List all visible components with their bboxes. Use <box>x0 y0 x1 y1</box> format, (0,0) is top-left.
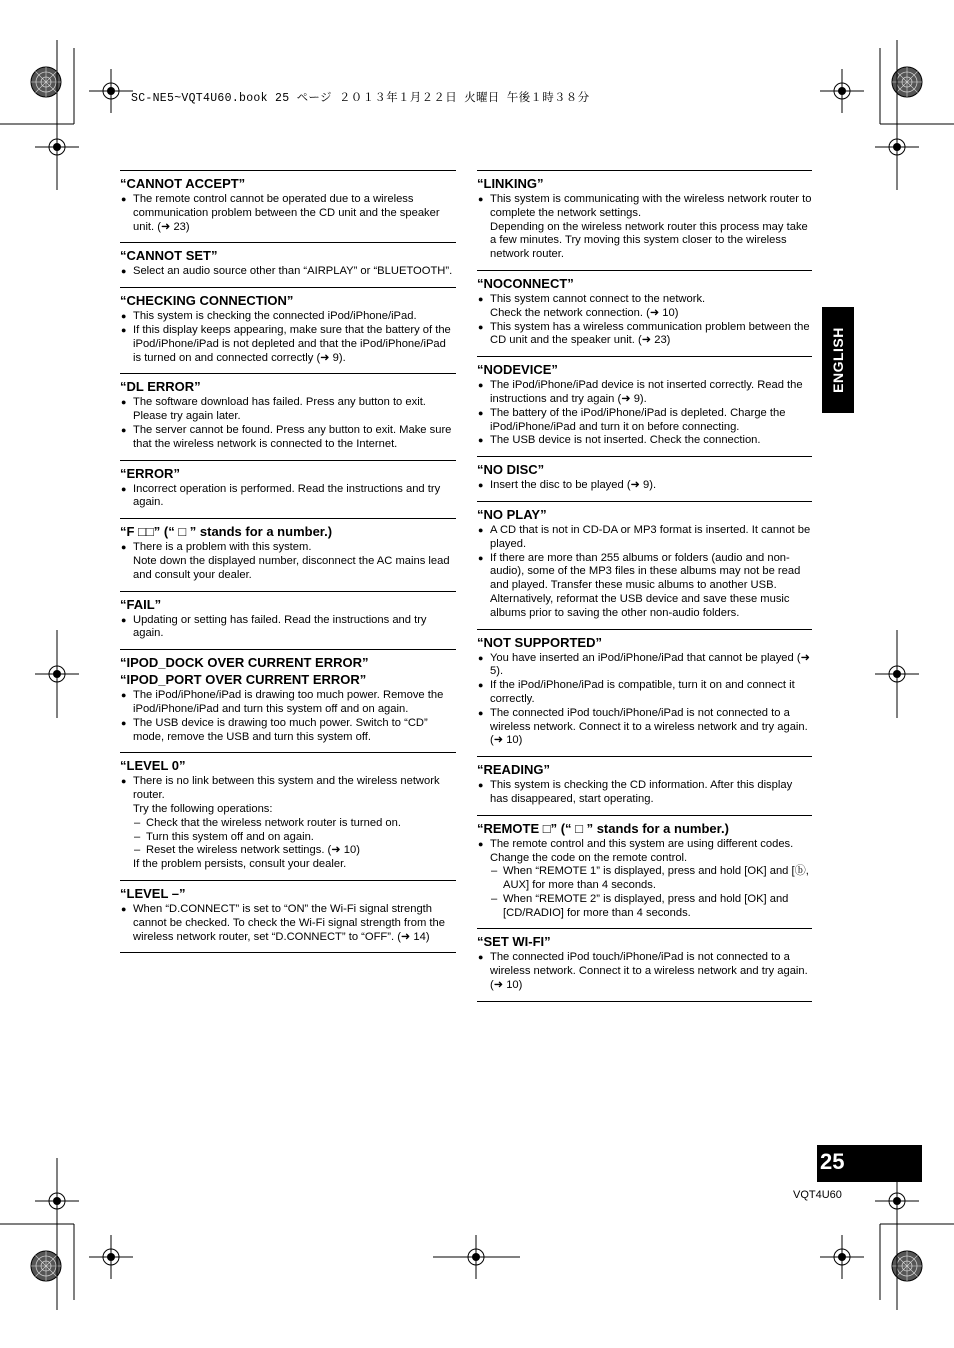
bullet-item <box>120 193 456 234</box>
line-text: Depending on the wireless network router this process may take a few minutes. Try moving this system closer to the wireless network router. <box>490 220 808 261</box>
bullet-icon: ● <box>121 397 127 408</box>
bullet-item <box>120 310 456 324</box>
bullet-item <box>120 614 456 642</box>
line-text: You have inserted an iPod/iPhone/iPad that cannot be played (➜ 5). <box>490 651 810 678</box>
bullet-icon: ● <box>478 435 484 446</box>
bullet-item <box>477 652 812 680</box>
message-entry <box>120 518 456 590</box>
line-text: Try the following operations: <box>133 802 273 815</box>
line-text: The remote control and this system are using different codes. Change the code on the remote control. <box>490 837 794 864</box>
bullet-icon: ● <box>121 614 127 625</box>
bullet-icon: ● <box>121 324 127 335</box>
bullet-item <box>477 707 812 748</box>
bullet-item <box>477 779 812 807</box>
line-text: This system has a wireless communication problem between the CD unit and the speaker unit. (➜ 23) <box>490 320 810 347</box>
registration-crosshair-icon <box>89 69 133 113</box>
line-text: If this display keeps appearing, make sure that the battery of the iPod/iPhone/iPad is not depleted and that the iPod/iPhone/iPad is turned on and connected correctly (➜ 9). <box>133 323 451 364</box>
print-file-header: SC-NE5~VQT4U60.book 25 ページ ２０１３年１月２２日 火曜日 午後１時３８分 <box>131 92 590 105</box>
bullet-item <box>120 689 456 717</box>
line-text: This system cannot connect to the network. <box>490 292 706 305</box>
bullet-item <box>120 903 456 944</box>
line-text: Updating or setting has failed. Read the instructions and try again. <box>133 613 427 640</box>
dash-item <box>477 893 812 921</box>
note-line <box>120 803 456 817</box>
message-title: “ERROR” <box>120 465 180 481</box>
message-title: “NOT SUPPORTED” <box>477 634 602 650</box>
message-entry <box>120 242 456 287</box>
message-title: “NO DISC” <box>477 462 545 478</box>
message-entry <box>120 880 456 953</box>
bullet-icon: ● <box>121 311 127 322</box>
line-text: Insert the disc to be played (➜ 9). <box>490 479 657 492</box>
bullet-item <box>120 424 456 452</box>
message-title: “IPOD_DOCK OVER CURRENT ERROR” <box>120 655 369 671</box>
bullet-item <box>477 524 812 552</box>
registration-crosshair-icon <box>820 69 864 113</box>
message-title: “REMOTE □” (“ □ ” stands for a number.) <box>477 820 729 836</box>
dash-icon: – <box>134 816 141 829</box>
bullet-icon: ● <box>121 266 127 277</box>
message-title: “IPOD_PORT OVER CURRENT ERROR” <box>120 672 367 688</box>
message-entry <box>477 756 812 815</box>
bullet-icon: ● <box>121 483 127 494</box>
page-number: 25 <box>820 1149 845 1174</box>
message-title: “NO PLAY” <box>477 506 547 522</box>
note-line <box>477 307 812 321</box>
line-text: The connected iPod touch/iPhone/iPad is not connected to a wireless network. Connect it to a wireless network and try again. (➜ 10) <box>490 706 808 747</box>
message-title: “READING” <box>477 762 550 778</box>
bullet-item <box>120 396 456 424</box>
message-entry <box>477 456 812 501</box>
bullet-icon: ● <box>478 680 484 691</box>
line-text: When “REMOTE 1” is displayed, press and hold [OK] and [ⓑ, AUX] for more than 4 seconds. <box>503 865 809 892</box>
line-text: Check the network connection. (➜ 10) <box>490 306 679 319</box>
message-entry <box>477 170 812 270</box>
bullet-icon: ● <box>121 776 127 787</box>
dash-item <box>120 817 456 831</box>
message-title: “SET WI-FI” <box>477 934 551 950</box>
bullet-icon: ● <box>121 194 127 204</box>
line-text: The remote control cannot be operated due to a wireless communication problem between the CD unit and the speaker unit. (➜ 23) <box>133 193 440 233</box>
line-text: Check that the wireless network router is turned on. <box>146 816 401 829</box>
bullet-icon: ● <box>478 780 484 791</box>
message-title: “LEVEL 0” <box>120 758 186 774</box>
message-entry <box>120 752 456 880</box>
message-title: “DL ERROR” <box>120 379 201 395</box>
bullet-item <box>120 717 456 745</box>
bullet-item <box>477 679 812 707</box>
model-code: VQT4U60 <box>793 1189 842 1201</box>
line-text: A CD that is not in CD-DA or MP3 format is inserted. It cannot be played. <box>490 523 811 550</box>
bullet-icon: ● <box>478 652 484 663</box>
line-text: The USB device is not inserted. Check the connection. <box>490 434 761 447</box>
line-text: If there are more than 255 albums or folders (audio and non-audio), some of the MP3 files in these albums may not be read and played. Transfer these music albums to another USB. Alternatively, reformat the USB device and save these music albums prior to saving the other non-audio folders. <box>490 551 801 619</box>
language-tab-label: ENGLISH <box>830 327 846 393</box>
line-text: The iPod/iPhone/iPad device is not inserted correctly. Read the instructions and try again (➜ 9). <box>490 379 803 405</box>
line-text: Incorrect operation is performed. Read the instructions and try again. <box>133 482 441 509</box>
message-entry <box>477 270 812 356</box>
bullet-item <box>120 265 456 279</box>
bullet-item <box>477 552 812 621</box>
message-entry <box>477 928 812 1001</box>
line-text: The iPod/iPhone/iPad is drawing too much power. Remove the iPod/iPhone/iPad and turn this system off and on again. <box>133 689 444 715</box>
bullet-item <box>120 324 456 365</box>
right-column <box>477 170 812 1002</box>
note-line <box>477 221 812 262</box>
bullet-item <box>477 379 812 407</box>
bullet-icon: ● <box>478 838 484 849</box>
bullet-item <box>477 193 812 221</box>
bullet-item <box>120 483 456 511</box>
dash-icon: – <box>134 830 141 843</box>
bullet-icon: ● <box>478 480 484 491</box>
line-text: If the problem persists, consult your dealer. <box>133 858 347 871</box>
dash-item <box>120 831 456 845</box>
left-column <box>120 170 456 953</box>
bullet-item <box>120 775 456 803</box>
message-title: “FAIL” <box>120 596 162 612</box>
registration-crosshair-icon <box>89 1235 133 1279</box>
line-text: This system is checking the CD information. After this display has disappeared, start operating. <box>490 779 793 805</box>
note-line <box>120 555 456 583</box>
bullet-icon: ● <box>121 424 127 435</box>
bullet-icon: ● <box>478 407 484 418</box>
line-text: There is no link between this system and the wireless network router. <box>133 775 440 802</box>
message-title: “F □□” (“ □ ” stands for a number.) <box>120 524 333 540</box>
line-text: The connected iPod touch/iPhone/iPad is not connected to a wireless network. Connect it to a wireless network and try again. (➜ 10) <box>490 951 808 992</box>
line-text: The battery of the iPod/iPhone/iPad is depleted. Charge the iPod/iPhone/iPad and turn it on before connecting. <box>490 406 786 433</box>
line-text: The software download has failed. Press any button to exit. Please try again later. <box>133 396 426 423</box>
dash-icon: – <box>491 892 498 905</box>
line-text: Turn this system off and on again. <box>146 830 314 843</box>
message-entry <box>120 287 456 373</box>
bullet-icon: ● <box>478 321 484 332</box>
dash-item <box>120 844 456 858</box>
bullet-icon: ● <box>478 552 484 563</box>
bullet-icon: ● <box>478 380 484 391</box>
bullet-item <box>477 479 812 493</box>
bullet-icon: ● <box>121 542 127 553</box>
bullet-item <box>477 293 812 307</box>
message-entry <box>120 649 456 752</box>
bullet-icon: ● <box>121 903 127 914</box>
bullet-icon: ● <box>478 293 484 304</box>
message-title: “LEVEL –” <box>120 885 186 901</box>
line-text: When “REMOTE 2” is displayed, press and hold [OK] and [CD/RADIO] for more than 4 seconds. <box>503 892 789 919</box>
bullet-icon: ● <box>121 690 127 701</box>
bullet-icon: ● <box>478 952 484 963</box>
message-title: “CHECKING CONNECTION” <box>120 293 294 309</box>
line-text: Note down the displayed number, disconnect the AC mains lead and consult your dealer. <box>133 554 450 581</box>
note-line <box>120 858 456 872</box>
bullet-item <box>477 951 812 992</box>
dash-icon: – <box>491 865 498 878</box>
dash-icon: – <box>134 844 141 857</box>
bullet-icon: ● <box>121 717 127 728</box>
line-text: Select an audio source other than “AIRPLAY” or “BLUETOOTH”. <box>133 265 453 278</box>
line-text: This system is communicating with the wireless network router to complete the network settings. <box>490 193 812 219</box>
line-text: When “D.CONNECT” is set to “ON” the Wi-Fi signal strength cannot be checked. To check the Wi-Fi signal strength from the wireless network router, set “D.CONNECT” to “OFF”. (➜ 14) <box>133 902 445 943</box>
registration-crosshair-icon <box>820 1235 864 1279</box>
message-title: “LINKING” <box>477 176 544 191</box>
language-tab <box>822 307 854 413</box>
bullet-item <box>477 407 812 435</box>
message-entry <box>120 591 456 650</box>
bullet-icon: ● <box>478 524 484 535</box>
message-entry <box>477 629 812 757</box>
message-title: “NODEVICE” <box>477 362 558 378</box>
bullet-item <box>477 434 812 448</box>
bullet-icon: ● <box>478 194 484 204</box>
dash-item <box>477 865 812 893</box>
line-text: The USB device is drawing too much power. Switch to “CD” mode, remove the USB and turn this system off. <box>133 716 428 743</box>
line-text: The server cannot be found. Press any button to exit. Make sure that the wireless network is connected to the Internet. <box>133 423 452 450</box>
line-text: If the iPod/iPhone/iPad is compatible, turn it on and connect it correctly. <box>490 679 795 705</box>
message-entry <box>477 501 812 629</box>
page-number-box <box>817 1145 922 1182</box>
message-entry <box>120 373 456 459</box>
line-text: Reset the wireless network settings. (➜ 10) <box>146 844 360 857</box>
bullet-item <box>477 321 812 349</box>
message-title: “CANNOT ACCEPT” <box>120 176 246 191</box>
message-title: “NOCONNECT” <box>477 275 574 291</box>
message-entry <box>120 460 456 519</box>
bullet-item <box>477 838 812 866</box>
message-entry <box>120 170 456 242</box>
message-entry <box>477 815 812 929</box>
line-text: This system is checking the connected iPod/iPhone/iPad. <box>133 310 417 323</box>
bullet-item <box>120 541 456 555</box>
line-text: There is a problem with this system. <box>133 541 312 554</box>
bullet-icon: ● <box>478 707 484 718</box>
message-entry <box>477 356 812 456</box>
message-title: “CANNOT SET” <box>120 248 218 264</box>
